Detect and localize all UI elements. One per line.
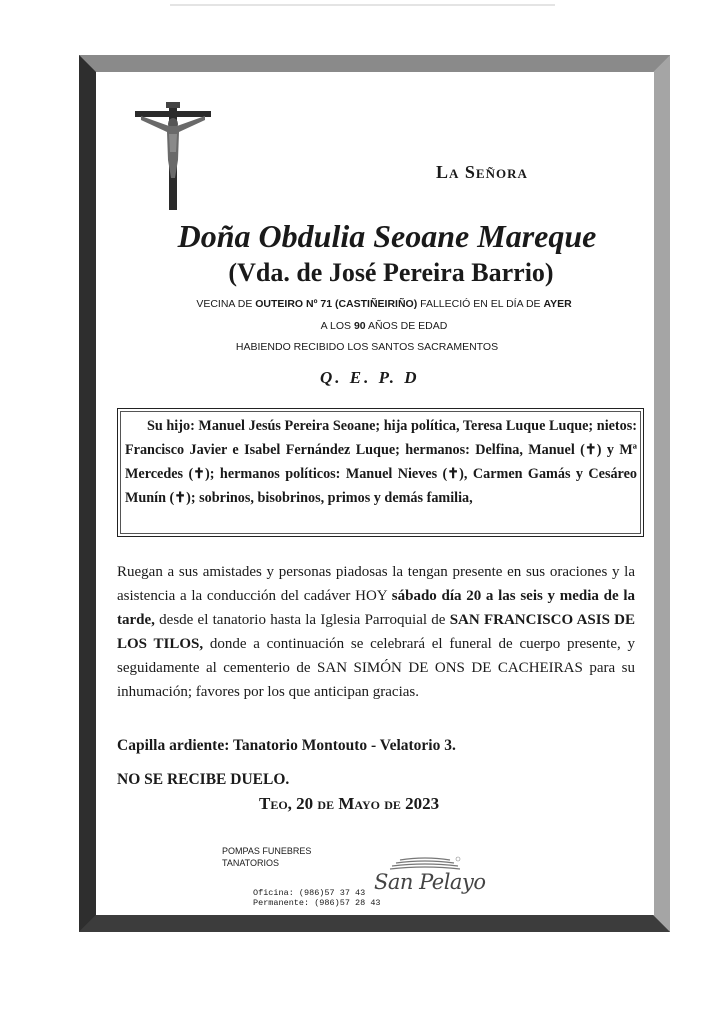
place-date: Teo, 20 de Mayo de 2023 bbox=[259, 794, 440, 813]
funeral-home-phones bbox=[253, 888, 381, 908]
family-text: Su hijo: Manuel Jesús Pereira Seoane; hija política, Teresa Luque Luque; nietos: Francisco Javier e Isabel Fernández Luque; hermanos: Delfina, Manuel (✝) y Mª Mercedes (✝); hermanos políticos: Manuel Nieves (✝), Carmen Gamás y Cesáreo Munín (✝); sobrinos, bisobrinos, primos y demás familia, bbox=[125, 418, 637, 506]
phone-oficina: Oficina: (986)57 37 43 bbox=[253, 888, 366, 898]
funeral-home-label: POMPAS FUNEBRES TANATORIOS bbox=[222, 846, 312, 868]
no-duelo: NO SE RECIBE DUELO. bbox=[117, 771, 290, 788]
residence-line: VECINA DE OUTEIRO Nº 71 (CASTIÑEIRIÑO) FALLECIÓ EN EL DÍA DE AYER bbox=[196, 298, 572, 310]
funeral-request-paragraph: Ruegan a sus amistades y personas piadosas la tengan presente en sus oraciones y la asistencia a la conducción del cadáver HOY sábado día 20 a las seis y media de la tarde, desde el tanatorio hasta la Iglesia Parroquial de SAN FRANCISCO ASIS DE LOS TILOS, donde a continuación se celebrará el funeral de cuerpo presente, y seguidamente al cementerio de SAN SIMÓN DE ONS DE CACHEIRAS para su inhumación; favores por los que anticipan gracias. bbox=[117, 564, 636, 700]
phone-permanente: Permanente: (986)57 28 43 bbox=[253, 898, 381, 908]
crucifix-icon bbox=[133, 100, 213, 212]
widow-of: (Vda. de José Pereira Barrio) bbox=[228, 258, 554, 287]
title-la-senora: La Señora bbox=[436, 162, 528, 182]
qepd: Q. E. P. D bbox=[320, 368, 420, 387]
capilla-ardiente: Capilla ardiente: Tanatorio Montouto - Velatorio 3. bbox=[117, 737, 456, 754]
deceased-name: Doña Obdulia Seoane Mareque bbox=[177, 218, 597, 254]
sacraments-line: HABIENDO RECIBIDO LOS SANTOS SACRAMENTOS bbox=[235, 341, 499, 353]
logo-text: San Pelayo bbox=[374, 870, 486, 894]
age-line: A LOS 90 AÑOS DE EDAD bbox=[320, 320, 448, 332]
scan-line bbox=[170, 4, 555, 6]
